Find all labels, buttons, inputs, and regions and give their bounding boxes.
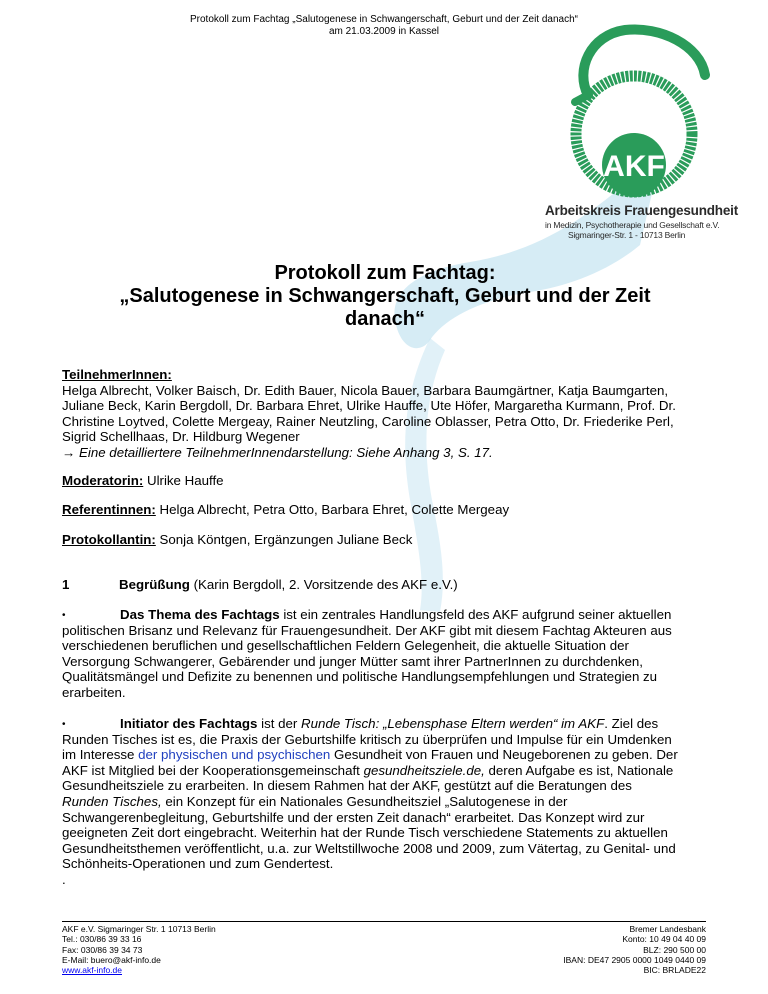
bullet-icon: • <box>62 719 66 730</box>
minutes-label: Protokollantin: <box>62 532 156 547</box>
p2-text-d: deren Aufgabe es ist, Nationale Gesundheitsziele zu erarbeiten. In diesem Rahmen hat der AKF, gestützt auf die Beratungen des <box>62 762 674 794</box>
logo-subtitle: in Medizin, Psychotherapie und Gesellschaft e.V. <box>545 220 720 230</box>
footer-divider <box>62 921 706 922</box>
footer-address <box>62 924 216 975</box>
page-header <box>0 14 768 38</box>
document-title <box>80 262 690 331</box>
header-line-1: Protokoll zum Fachtag „Salutogenese in Schwangerschaft, Geburt und der Zeit danach“ <box>190 14 578 25</box>
section-1-paragraph-1 <box>62 607 682 701</box>
logo-name: Arbeitskreis Frauengesundheit <box>545 203 739 218</box>
footer-left-4: E-Mail: buero@akf-info.de <box>62 954 161 965</box>
bullet-icon: • <box>62 610 66 621</box>
footer-left-2: Tel.: 030/86 39 33 16 <box>62 934 142 945</box>
trailing-dot: . <box>62 871 66 887</box>
moderator-value: Ulrike Hauffe <box>146 473 224 488</box>
p1-text: ist ein zentrales Handlungsfeld des AKF aufgrund seiner aktuellen politischen Brisanz und Relevanz für Frauengesundheit. Der AKF gibt mit diesem Fachtag Akteuren aus verschiedenen beruflichen und gesellschaftlichen Feldern Gelegenheit, die aktuelle Situation der Versorgung Schwangerer, Gebärender und junger Mütter samt ihrer PartnerInnen zu durchdenken, Qualitätsmängel und Defizite zu benennen und politische Handlungsempfehlungen und Strategien zu erarbeiten. <box>62 607 672 700</box>
section-1-heading <box>62 577 682 593</box>
footer-bank <box>563 924 706 975</box>
p2-text-b: . Ziel des Runden Tisches ist es, die Praxis der Geburtshilfe kritisch zu überprüfen und Impulse für ein Umdenken im Interesse <box>62 716 672 763</box>
title-line-2: „Salutogenese in Schwangerschaft, Geburt und der Zeit <box>119 285 651 307</box>
header-line-2: am 21.03.2009 in Kassel <box>328 26 440 37</box>
logo-acronym: AKF <box>603 150 665 183</box>
p2-italic-3: Runden Tisches, <box>62 793 162 809</box>
p2-text-a: ist der <box>257 716 302 731</box>
p2-blue-text: der physischen und psychischen <box>138 747 331 763</box>
p2-text-e: ein Konzept für ein Nationales Gesundheitsziel „Salutogenese in der Schwangerenbegleitung, Geburtshilfe und der ersten Zeit danach“ erarbeitet. Das Konzept wird zur geeigneten Zeit dort eingebracht. Weiterhin hat der Runde Tisch verschiedene Statements zu aktuellen Gesundheitsthemen veröffentlicht, u.a. zur Weltstillwoche 2008 und 2009, zum Vätertag, zu Genital- und Schönheits-Operationen und zum Gendertest. <box>62 793 676 872</box>
section-1-number: 1 <box>62 577 70 592</box>
footer-right-1: Bremer Landesbank <box>629 924 706 934</box>
speakers-line <box>62 502 682 518</box>
section-1-title: Begrüßung <box>119 577 190 592</box>
website-link[interactable]: www.akf-info.de <box>62 965 122 976</box>
participants-heading: TeilnehmerInnen: <box>62 367 172 382</box>
footer-left-1: AKF e.V. Sigmaringer Str. 1 10713 Berlin <box>62 924 216 934</box>
moderator-label: Moderatorin: <box>62 473 144 488</box>
footer-right-5: BIC: BRLADE22 <box>643 965 706 976</box>
p2-text-c: Gesundheit von Frauen und Neugeborenen zu geben. Der AKF ist Mitglied bei der Kooperationsgemeinschaft <box>62 747 678 778</box>
p2-bold: Initiator des Fachtags <box>120 716 258 731</box>
minutes-line <box>62 532 682 548</box>
footer-right-4: IBAN: DE47 2905 0000 1049 0440 09 <box>563 954 706 965</box>
section-1-paragraph-2 <box>62 716 682 888</box>
logo-address: Sigmaringer-Str. 1 - 10713 Berlin <box>568 230 686 240</box>
p2-italic-1: Runde Tisch: „Lebensphase Eltern werden“ im AKF <box>301 716 605 731</box>
moderator-line <box>62 473 682 489</box>
section-1-note: (Karin Bergdoll, 2. Vorsitzende des AKF e.V.) <box>193 577 458 592</box>
speakers-label: Referentinnen: <box>62 502 156 517</box>
minutes-value: Sonja Köntgen, Ergänzungen Juliane Beck <box>159 532 413 547</box>
footer-left-3: Fax: 030/86 39 34 73 <box>62 944 143 955</box>
p1-bold: Das Thema des Fachtags <box>120 607 280 622</box>
participants-names: Helga Albrecht, Volker Baisch, Dr. Edith Bauer, Nicola Bauer, Barbara Baumgärtner, Katja Baumgarten, Juliane Beck, Karin Bergdoll, Dr. Barbara Ehret, Ulrike Hauffe, Ute Höfer, Margaretha Kurmann, Prof. Dr. Christine Loytved, Colette Mergeay, Rainer Neutzling, Caroline Oblasser, Petra Otto, Dr. Friederike Perl, Sigrid Schellhaas, Dr. Hildburg Wegener <box>62 382 676 445</box>
footer-right-2: Konto: 10 49 04 40 09 <box>622 934 706 945</box>
title-line-1: Protokoll zum Fachtag: <box>274 262 496 284</box>
footer-right-3: BLZ: 290 500 00 <box>643 944 706 955</box>
p2-italic-2: gesundheitsziele.de, <box>363 762 485 778</box>
speakers-value: Helga Albrecht, Petra Otto, Barbara Ehret, Colette Mergeay <box>159 502 510 517</box>
title-line-3: danach“ <box>344 308 426 330</box>
participants-block <box>62 367 682 461</box>
participants-appendix-note: → Eine detailliertere TeilnehmerInnendarstellung: Siehe Anhang 3, S. 17. <box>62 444 493 460</box>
